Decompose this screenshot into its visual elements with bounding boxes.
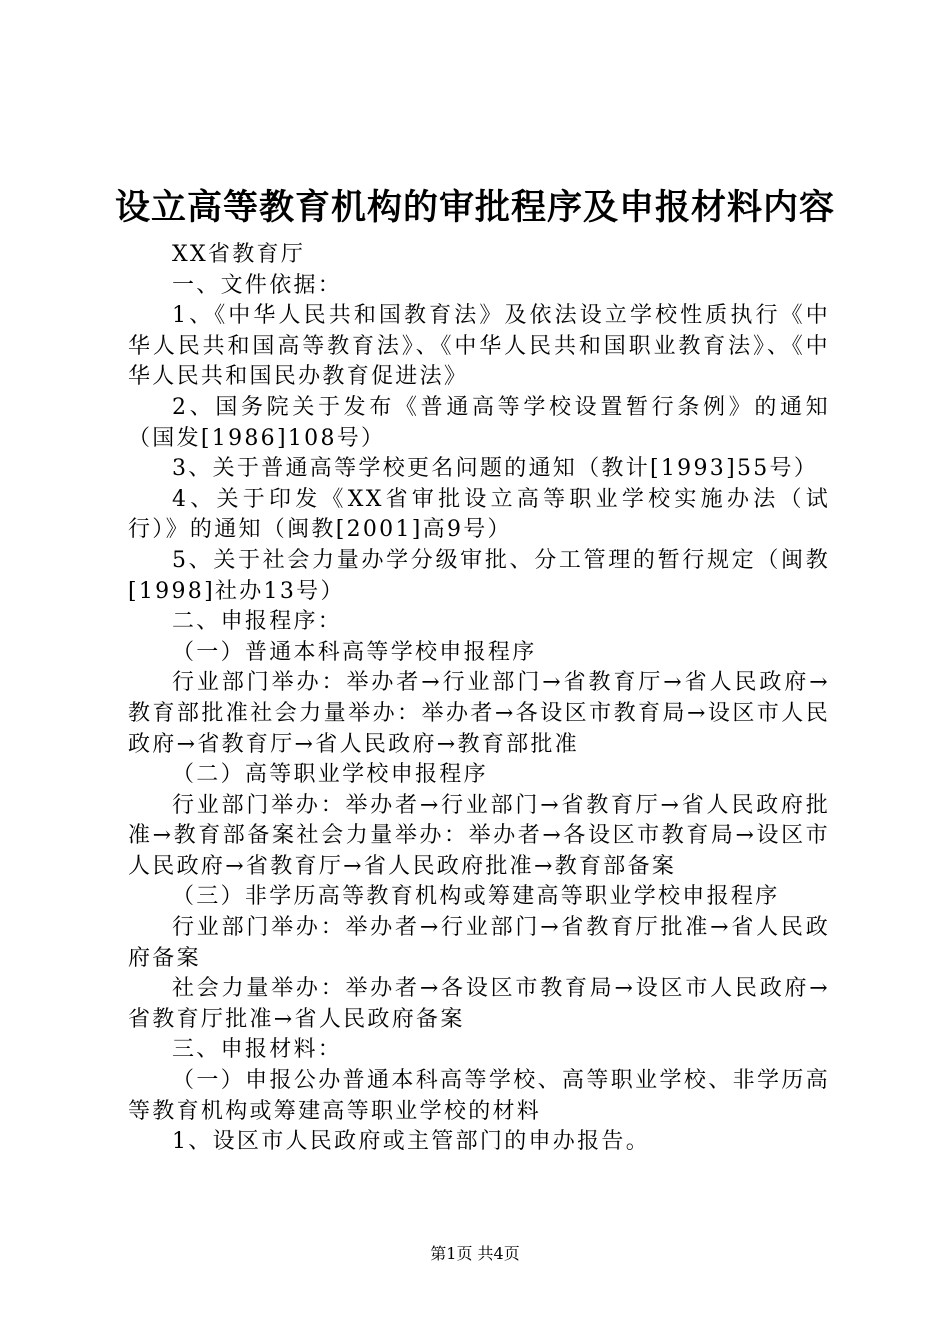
document-body <box>128 240 830 1158</box>
paragraph: 行业部门举办：举办者→行业部门→省教育厅批准→省人民政府备案 <box>128 915 830 971</box>
paragraph: 三、申报材料： <box>172 1037 343 1063</box>
paragraph: 社会力量举办：举办者→各设区市教育局→设区市人民政府→省教育厅批准→省人民政府备案 <box>128 976 830 1032</box>
paragraph: 5、关于社会力量办学分级审批、分工管理的暂行规定（闽教[1998]社办13号） <box>128 547 830 604</box>
paragraph: XX省教育厅 <box>172 242 306 267</box>
paragraph: 一、文件依据： <box>172 272 343 298</box>
paragraph: 行业部门举办：举办者→行业部门→省教育厅→省人民政府→教育部批准社会力量举办：举办者→各设区市教育局→设区市人民政府→省教育厅→省人民政府→教育部批准 <box>128 670 830 757</box>
paragraph: 3、关于普通高等学校更名问题的通知（教计[1993]55号） <box>172 456 819 482</box>
paragraph: （三）非学历高等教育机构或筹建高等职业学校申报程序 <box>172 884 780 910</box>
paragraph: 1、《中华人民共和国教育法》及依法设立学校性质执行《中华人民共和国高等教育法》、《中华人民共和国职业教育法》、《中华人民共和国民办教育促进法》 <box>128 303 830 390</box>
document-title: 设立高等教育机构的审批程序及申报材料内容 <box>114 187 835 228</box>
paragraph: （二）高等职业学校申报程序 <box>172 762 488 788</box>
paragraph: 二、申报程序： <box>172 609 343 635</box>
paragraph: （一）申报公办普通本科高等学校、高等职业学校、非学历高等教育机构或筹建高等职业学校的材料 <box>128 1068 830 1124</box>
paragraph: （一）普通本科高等学校申报程序 <box>172 639 537 665</box>
paragraph: 1、设区市人民政府或主管部门的申办报告。 <box>172 1129 650 1155</box>
paragraph: 2、国务院关于发布《普通高等学校设置暂行条例》的通知（国发[1986]108号） <box>128 394 830 451</box>
paragraph: 行业部门举办：举办者→行业部门→省教育厅→省人民政府批准→教育部备案社会力量举办：举办者→各设区市教育局→设区市人民政府→省教育厅→省人民政府批准→教育部备案 <box>128 792 830 879</box>
page-footer: 第1页 共4页 <box>430 1244 520 1263</box>
paragraph: 4、关于印发《XX省审批设立高等职业学校实施办法（试行）》的通知（闽教[2001]高9号） <box>128 486 830 543</box>
